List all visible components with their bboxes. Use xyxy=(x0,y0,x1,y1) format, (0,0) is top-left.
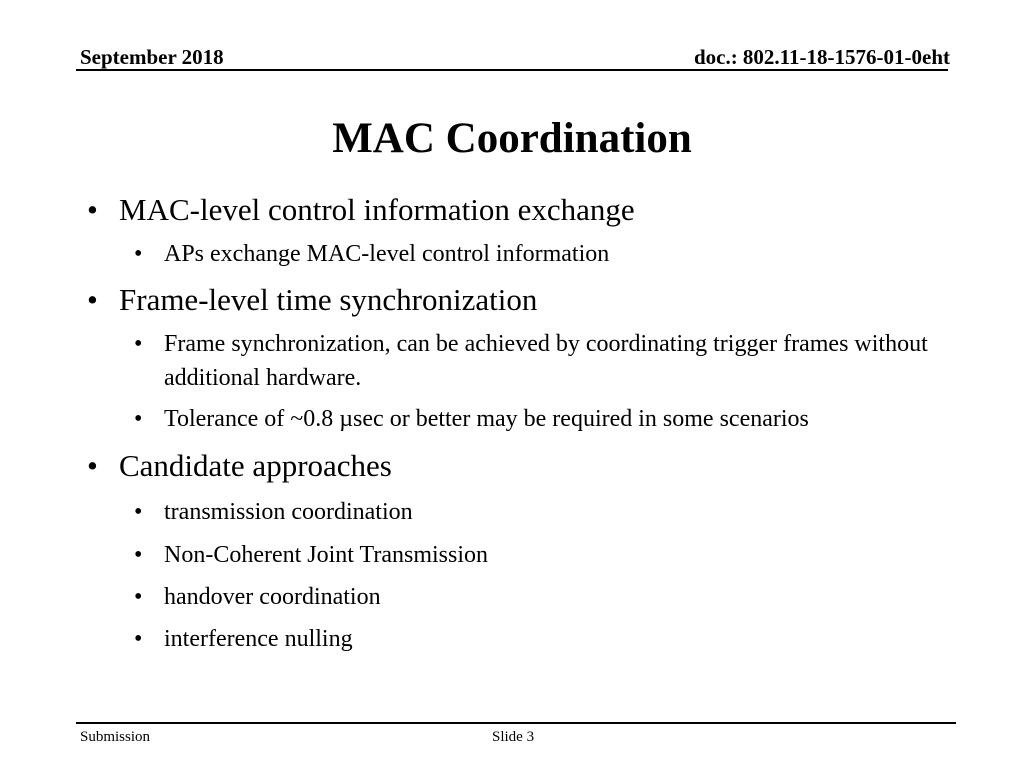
slide-title: MAC Coordination xyxy=(332,115,692,162)
footer-submission: Submission xyxy=(80,729,151,745)
sub-bullet-text: transmission coordination xyxy=(164,499,413,525)
bullet-icon: • xyxy=(134,331,143,357)
footer-slide-number: Slide 3 xyxy=(492,729,535,745)
bullet-icon: • xyxy=(134,542,143,568)
bullet-icon: • xyxy=(134,406,143,432)
header-doc-id: doc.: 802.11-18-1576-01-0eht xyxy=(693,45,950,69)
sub-bullet-text: interference nulling xyxy=(164,626,353,652)
sub-bullet-text: APs exchange MAC-level control information xyxy=(164,241,610,267)
bullet-icon: • xyxy=(134,499,143,525)
bullet-text: Candidate approaches xyxy=(119,448,392,483)
sub-bullet-text: Non-Coherent Joint Transmission xyxy=(164,542,489,568)
sub-bullet-text: Frame synchronization, can be achieved by coordinating trigger frames without additional hardware. xyxy=(164,331,928,391)
bullet-icon: • xyxy=(87,192,98,227)
footer-divider xyxy=(76,722,956,724)
bullet-text: MAC-level control information exchange xyxy=(119,192,635,227)
bullet-icon: • xyxy=(134,584,143,610)
bullet-icon: • xyxy=(134,241,143,267)
header-date: September 2018 xyxy=(80,45,224,69)
sub-bullet-text: handover coordination xyxy=(164,584,381,610)
sub-bullet-text: Tolerance of ~0.8 µsec or better may be required in some scenarios xyxy=(164,406,809,432)
bullet-text: Frame-level time synchronization xyxy=(119,282,538,317)
bullet-icon: • xyxy=(87,282,98,317)
bullet-icon: • xyxy=(87,448,98,483)
bullet-icon: • xyxy=(134,626,143,652)
